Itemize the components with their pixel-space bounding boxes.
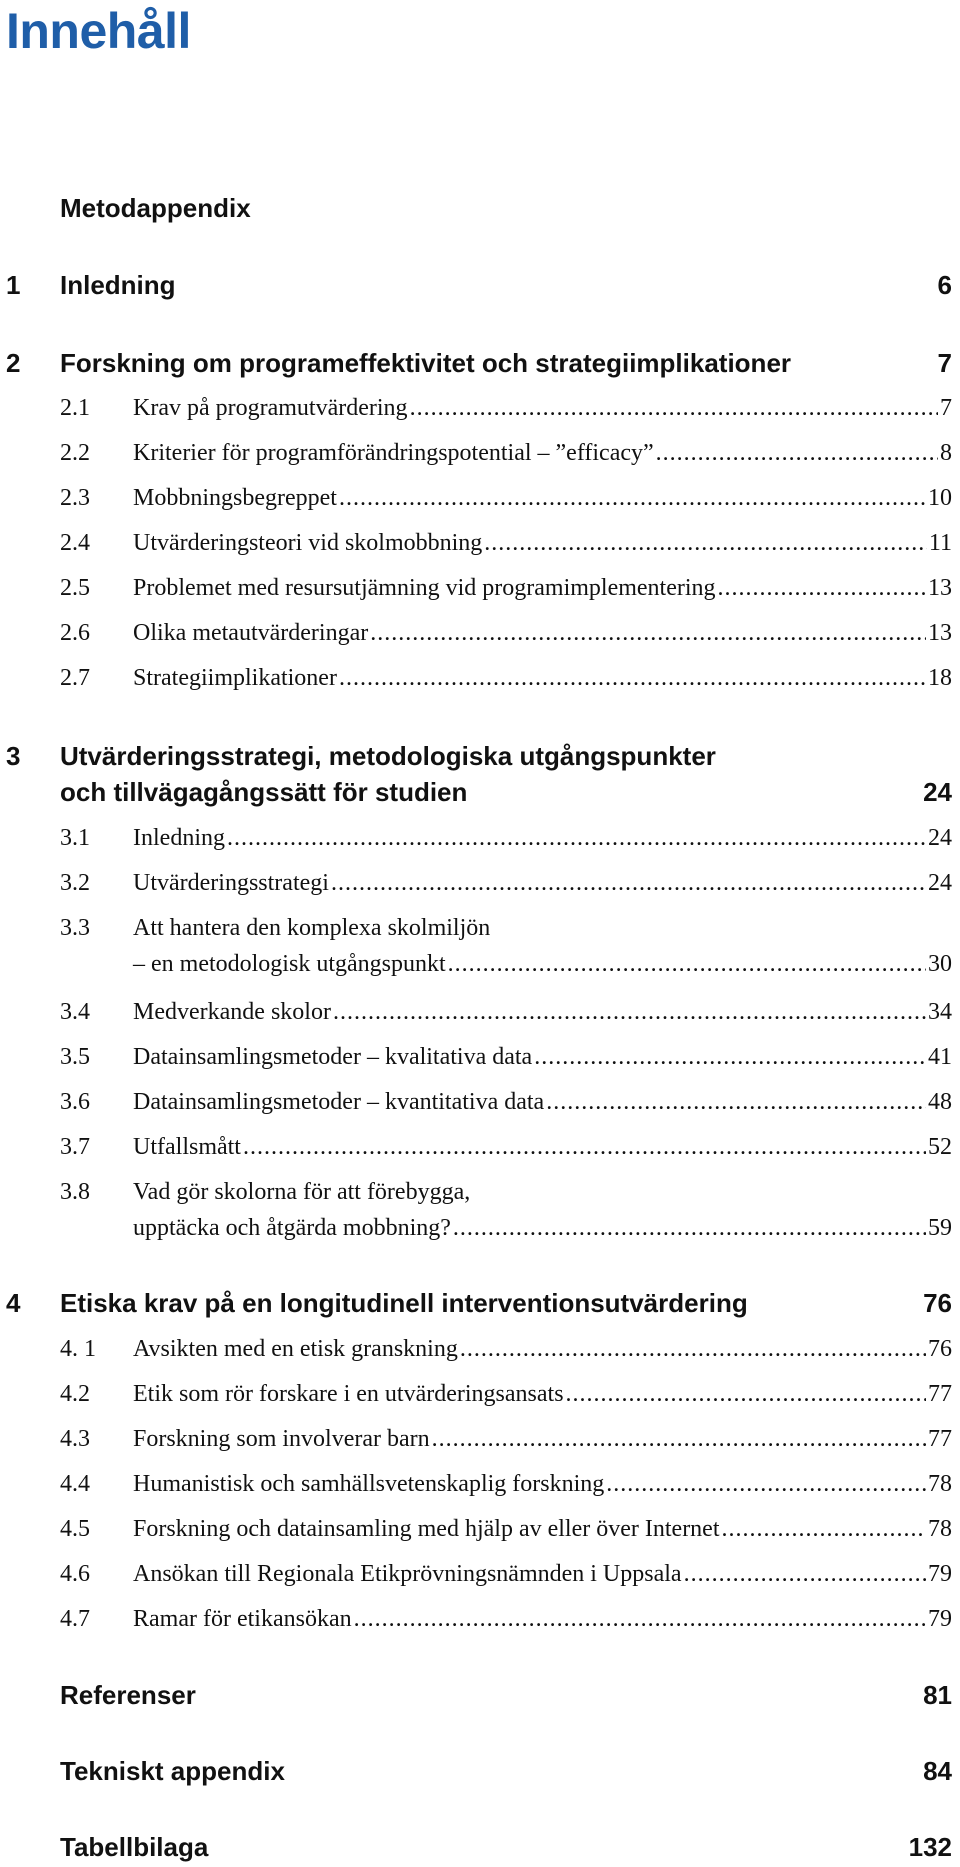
toc-entry-2-5[interactable] xyxy=(0,570,960,606)
toc-entry-title: Problemet med resursutjämning vid programimplementering xyxy=(133,575,716,601)
toc-page-number: 79 xyxy=(928,1561,952,1587)
toc-page-number: 77 xyxy=(928,1381,952,1407)
dot-leader xyxy=(227,820,926,856)
toc-page-number: 76 xyxy=(928,1336,952,1362)
toc-entry-number: 4.5 xyxy=(60,1516,90,1542)
toc-heading-title-line2: och tillvägagångssätt för studien xyxy=(60,777,468,807)
toc-page-number: 78 xyxy=(928,1471,952,1497)
dot-leader xyxy=(339,660,926,696)
toc-entry-title: Etik som rör forskare i en utvärderingsansats xyxy=(133,1381,564,1407)
toc-entry-3-6[interactable] xyxy=(0,1084,960,1120)
toc-page-number: 48 xyxy=(928,1089,952,1115)
dot-leader xyxy=(460,1331,926,1367)
toc-entry-number: 4.4 xyxy=(60,1471,90,1497)
toc-page-number: 24 xyxy=(923,777,952,807)
toc-entry-title: Datainsamlingsmetoder – kvantitativa data xyxy=(133,1089,545,1115)
toc-heading-title-line1: Utvärderingsstrategi, metodologiska utgångspunkter xyxy=(60,741,716,771)
toc-page-number: 11 xyxy=(928,530,952,556)
dot-leader xyxy=(432,1421,926,1457)
toc-entry-number: 2.7 xyxy=(60,665,90,691)
dot-leader xyxy=(718,570,926,606)
toc-entry-number: 3.5 xyxy=(60,1044,90,1070)
dot-leader xyxy=(546,1084,926,1120)
toc-page-number: 10 xyxy=(928,485,952,511)
toc-page-number: 81 xyxy=(923,1680,952,1710)
toc-page-number: 132 xyxy=(908,1832,952,1862)
toc-entry-title-line1: Vad gör skolorna för att förebygga, xyxy=(133,1179,471,1205)
toc-entry-title: Datainsamlingsmetoder – kvalitativa data xyxy=(133,1044,533,1070)
dot-leader xyxy=(684,1556,926,1592)
dot-leader xyxy=(606,1466,926,1502)
toc-heading-1[interactable] xyxy=(0,267,960,303)
toc-entry-title: Strategiimplikationer xyxy=(133,665,337,691)
toc-page-number: 84 xyxy=(923,1756,952,1786)
toc-entry-4-3[interactable] xyxy=(0,1421,960,1457)
toc-entry-3-8[interactable] xyxy=(0,1174,960,1246)
toc-heading-title: Forskning om programeffektivitet och strategiimplikationer xyxy=(60,348,792,378)
toc-entry-number: 2.6 xyxy=(60,620,90,646)
toc-entry-title: Medverkande skolor xyxy=(133,999,331,1025)
toc-entry-2-6[interactable] xyxy=(0,615,960,651)
toc-entry-number: 2.2 xyxy=(60,440,90,466)
dot-leader xyxy=(339,480,926,516)
toc-heading-title: Tabellbilaga xyxy=(60,1832,209,1862)
toc-entry-title-line2: upptäcka och åtgärda mobbning? xyxy=(133,1215,451,1241)
toc-heading-title: Metodappendix xyxy=(60,193,251,223)
toc-heading-title: Referenser xyxy=(60,1680,196,1710)
toc-entry-4-1[interactable] xyxy=(0,1331,960,1367)
toc-heading-tabellbilaga[interactable] xyxy=(0,1829,960,1865)
toc-page-number: 13 xyxy=(928,575,952,601)
toc-entry-number: 4.7 xyxy=(60,1606,90,1632)
toc-entry-number: 3.1 xyxy=(60,825,90,851)
toc-entry-title: Utvärderingsstrategi xyxy=(133,870,329,896)
toc-page-number: 52 xyxy=(928,1134,952,1160)
toc-entry-3-1[interactable] xyxy=(0,820,960,856)
toc-entry-2-1[interactable] xyxy=(0,390,960,426)
toc-page-number: 59 xyxy=(928,1215,952,1241)
dot-leader xyxy=(534,1039,926,1075)
toc-entry-title: Ansökan till Regionala Etikprövningsnämnden i Uppsala xyxy=(133,1561,682,1587)
toc-page-number: 8 xyxy=(940,440,952,466)
toc-entry-title: Utfallsmått xyxy=(133,1134,241,1160)
toc-page-number: 41 xyxy=(928,1044,952,1070)
toc-heading-2[interactable] xyxy=(0,345,960,381)
dot-leader xyxy=(370,615,926,651)
toc-entry-number: 3.6 xyxy=(60,1089,90,1115)
toc-entry-4-6[interactable] xyxy=(0,1556,960,1592)
toc-page-number: 79 xyxy=(928,1606,952,1632)
dot-leader xyxy=(331,865,926,901)
toc-page-number: 13 xyxy=(928,620,952,646)
toc-entry-2-2[interactable] xyxy=(0,435,960,471)
dot-leader xyxy=(484,525,927,561)
toc-entry-title: Forskning som involverar barn xyxy=(133,1426,430,1452)
page-title: Innehåll xyxy=(6,3,191,59)
dot-leader xyxy=(722,1511,927,1547)
toc-entry-2-3[interactable] xyxy=(0,480,960,516)
toc-entry-number: 4. 1 xyxy=(60,1336,96,1362)
toc-heading-3[interactable] xyxy=(0,738,960,810)
toc-page-number: 7 xyxy=(937,348,952,378)
dot-leader xyxy=(448,946,926,982)
toc-entry-number: 3.7 xyxy=(60,1134,90,1160)
toc-page-number: 77 xyxy=(928,1426,952,1452)
toc-entry-number: 2.3 xyxy=(60,485,90,511)
toc-heading-title: Inledning xyxy=(60,270,176,300)
toc-entry-title: Inledning xyxy=(133,825,225,851)
toc-entry-2-4[interactable] xyxy=(0,525,960,561)
toc-entry-4-2[interactable] xyxy=(0,1376,960,1412)
toc-entry-3-2[interactable] xyxy=(0,865,960,901)
toc-entry-4-7[interactable] xyxy=(0,1601,960,1637)
toc-entry-number: 4.2 xyxy=(60,1381,90,1407)
toc-entry-number: 3.3 xyxy=(60,915,90,941)
toc-entry-3-7[interactable] xyxy=(0,1129,960,1165)
toc-page-number: 6 xyxy=(937,270,952,300)
toc-entry-number: 2.4 xyxy=(60,530,90,556)
toc-page-number: 34 xyxy=(928,999,952,1025)
toc-entry-title: Mobbningsbegreppet xyxy=(133,485,337,511)
toc-entry-title: Ramar för etikansökan xyxy=(133,1606,352,1632)
dot-leader xyxy=(333,994,926,1030)
toc-entry-number: 4.6 xyxy=(60,1561,90,1587)
toc-entry-title-line1: Att hantera den komplexa skolmiljön xyxy=(133,915,491,941)
toc-page-number: 24 xyxy=(928,870,952,896)
toc-heading-number: 1 xyxy=(6,270,21,300)
toc-entry-title: Avsikten med en etisk granskning xyxy=(133,1336,458,1362)
toc-entry-title: Forskning och datainsamling med hjälp av eller över Internet xyxy=(133,1516,720,1542)
toc-entry-number: 3.4 xyxy=(60,999,90,1025)
toc-entry-title-line2: – en metodologisk utgångspunkt xyxy=(133,951,446,977)
toc-entry-3-3[interactable] xyxy=(0,910,960,982)
toc-heading-4[interactable] xyxy=(0,1285,960,1321)
toc-entry-3-5[interactable] xyxy=(0,1039,960,1075)
toc-entry-number: 3.2 xyxy=(60,870,90,896)
toc-entry-title: Utvärderingsteori vid skolmobbning xyxy=(133,530,483,556)
toc-entry-title: Kriterier för programförändringspotential – ”efficacy” xyxy=(133,440,654,466)
dot-leader xyxy=(453,1210,926,1246)
toc-entry-title: Humanistisk och samhällsvetenskaplig forskning xyxy=(133,1471,605,1497)
toc-entry-2-7[interactable] xyxy=(0,660,960,696)
toc-page-number: 7 xyxy=(940,395,952,421)
toc-page-number: 30 xyxy=(928,951,952,977)
toc-entry-4-4[interactable] xyxy=(0,1466,960,1502)
toc-entry-number: 3.8 xyxy=(60,1179,90,1205)
toc-heading-number: 3 xyxy=(6,741,21,771)
dot-leader xyxy=(354,1601,926,1637)
toc-entry-4-5[interactable] xyxy=(0,1511,960,1547)
toc-heading-number: 4 xyxy=(6,1288,21,1318)
toc-entry-title: Olika metautvärderingar xyxy=(133,620,369,646)
toc-entry-number: 2.5 xyxy=(60,575,90,601)
toc-entry-3-4[interactable] xyxy=(0,994,960,1030)
toc-entry-number: 2.1 xyxy=(60,395,90,421)
toc-page-number: 78 xyxy=(928,1516,952,1542)
toc-page-number: 24 xyxy=(928,825,952,851)
toc-heading-referenser[interactable] xyxy=(0,1677,960,1713)
toc-heading-number: 2 xyxy=(6,348,21,378)
dot-leader xyxy=(566,1376,926,1412)
toc-heading-metodappendix[interactable] xyxy=(0,190,960,226)
toc-entry-title: Krav på programutvärdering xyxy=(133,395,408,421)
toc-heading-title: Tekniskt appendix xyxy=(60,1756,285,1786)
dot-leader xyxy=(410,390,938,426)
dot-leader xyxy=(243,1129,926,1165)
toc-page-number: 18 xyxy=(928,665,952,691)
toc-entry-number: 4.3 xyxy=(60,1426,90,1452)
toc-page-number: 76 xyxy=(923,1288,952,1318)
toc-heading-title: Etiska krav på en longitudinell interventionsutvärdering xyxy=(60,1288,748,1318)
toc-heading-tekniskt-appendix[interactable] xyxy=(0,1753,960,1789)
dot-leader xyxy=(656,435,938,471)
